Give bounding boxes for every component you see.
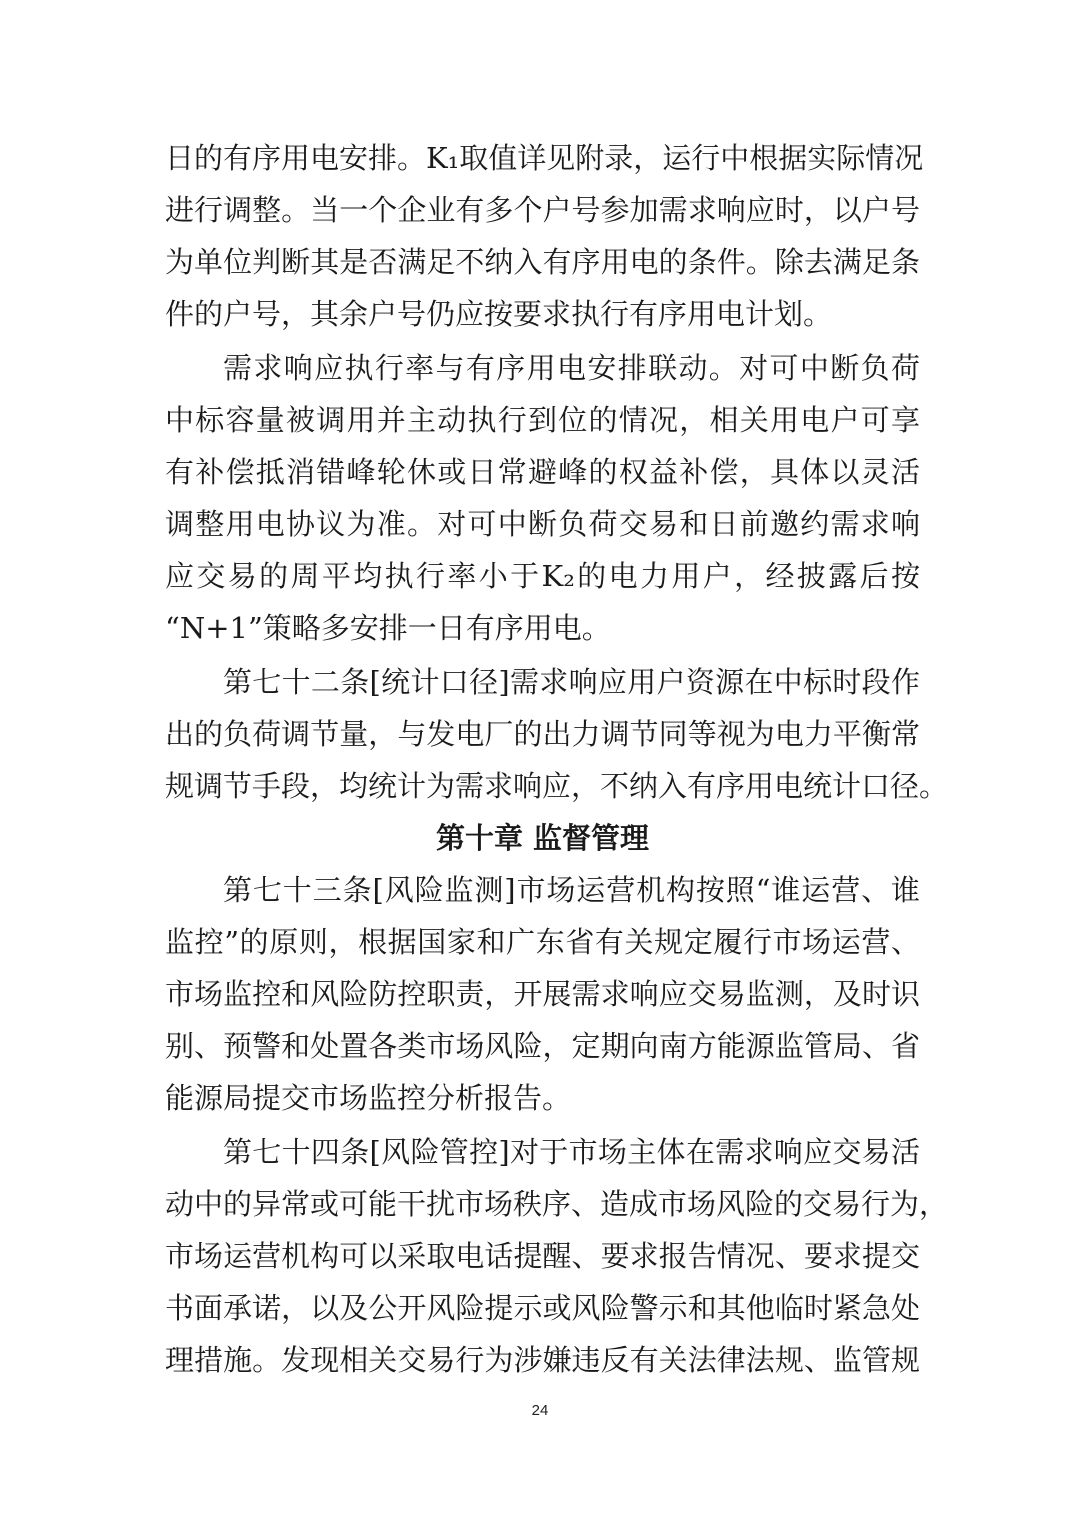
text-line: 日的有序用电安排。K₁取值详见附录，运行中根据实际情况 bbox=[165, 141, 924, 175]
text-line: 动中的异常或可能干扰市场秩序、造成市场风险的交易行为， bbox=[165, 1187, 949, 1221]
document-body bbox=[165, 132, 949, 1386]
text-line: 别、预警和处置各类市场风险，定期向南方能源监管局、省 bbox=[165, 1029, 920, 1063]
text-line: 进行调整。当一个企业有多个户号参加需求响应时，以户号 bbox=[165, 193, 920, 227]
text-line: 市场运营机构可以采取电话提醒、要求报告情况、要求提交 bbox=[165, 1239, 920, 1273]
text-line: 调整用电协议为准。对可中断负荷交易和日前邀约需求响 bbox=[165, 507, 920, 541]
text-line: 第七十四条[风险管控]对于市场主体在需求响应交易活 bbox=[223, 1135, 920, 1169]
text-line: 规调节手段，均统计为需求响应，不纳入有序用电统计口径。 bbox=[165, 769, 949, 803]
paragraph-execution-rate-linkage bbox=[165, 342, 920, 654]
text-line: 中标容量被调用并主动执行到位的情况，相关用电户可享 bbox=[165, 403, 920, 437]
page-number: 24 bbox=[531, 1402, 549, 1419]
text-line: 需求响应执行率与有序用电安排联动。对可中断负荷 bbox=[223, 351, 920, 385]
text-line: 第七十二条[统计口径]需求响应用户资源在中标时段作 bbox=[223, 665, 920, 699]
text-line: 能源局提交市场监控分析报告。 bbox=[165, 1081, 572, 1115]
text-line: 有补偿抵消错峰轮休或日常避峰的权益补偿，具体以灵活 bbox=[165, 455, 920, 489]
article-73 bbox=[165, 864, 920, 1124]
article-74 bbox=[165, 1126, 949, 1386]
paragraph-ordered-power-arrangement bbox=[165, 132, 924, 340]
text-line: 件的户号，其余户号仍应按要求执行有序用电计划。 bbox=[165, 297, 833, 331]
text-line: 为单位判断其是否满足不纳入有序用电的条件。除去满足条 bbox=[165, 245, 920, 279]
text-line: 书面承诺，以及公开风险提示或风险警示和其他临时紧急处 bbox=[165, 1291, 920, 1325]
text-line: 应交易的周平均执行率小于K₂的电力用户，经披露后按 bbox=[165, 559, 920, 593]
text-line: 第七十三条[风险监测]市场运营机构按照“谁运营、谁 bbox=[223, 873, 920, 907]
chapter-heading: 第十章 监督管理 bbox=[435, 821, 650, 855]
text-line: 市场监控和风险防控职责，开展需求响应交易监测，及时识 bbox=[165, 977, 920, 1011]
text-line: 监控”的原则，根据国家和广东省有关规定履行市场运营、 bbox=[165, 925, 920, 959]
text-line: “N+1”策略多安排一日有序用电。 bbox=[165, 611, 611, 645]
text-line: 理措施。发现相关交易行为涉嫌违反有关法律法规、监管规 bbox=[165, 1343, 920, 1377]
article-72 bbox=[165, 656, 949, 812]
text-line: 出的负荷调节量，与发电厂的出力调节同等视为电力平衡常 bbox=[165, 717, 920, 751]
